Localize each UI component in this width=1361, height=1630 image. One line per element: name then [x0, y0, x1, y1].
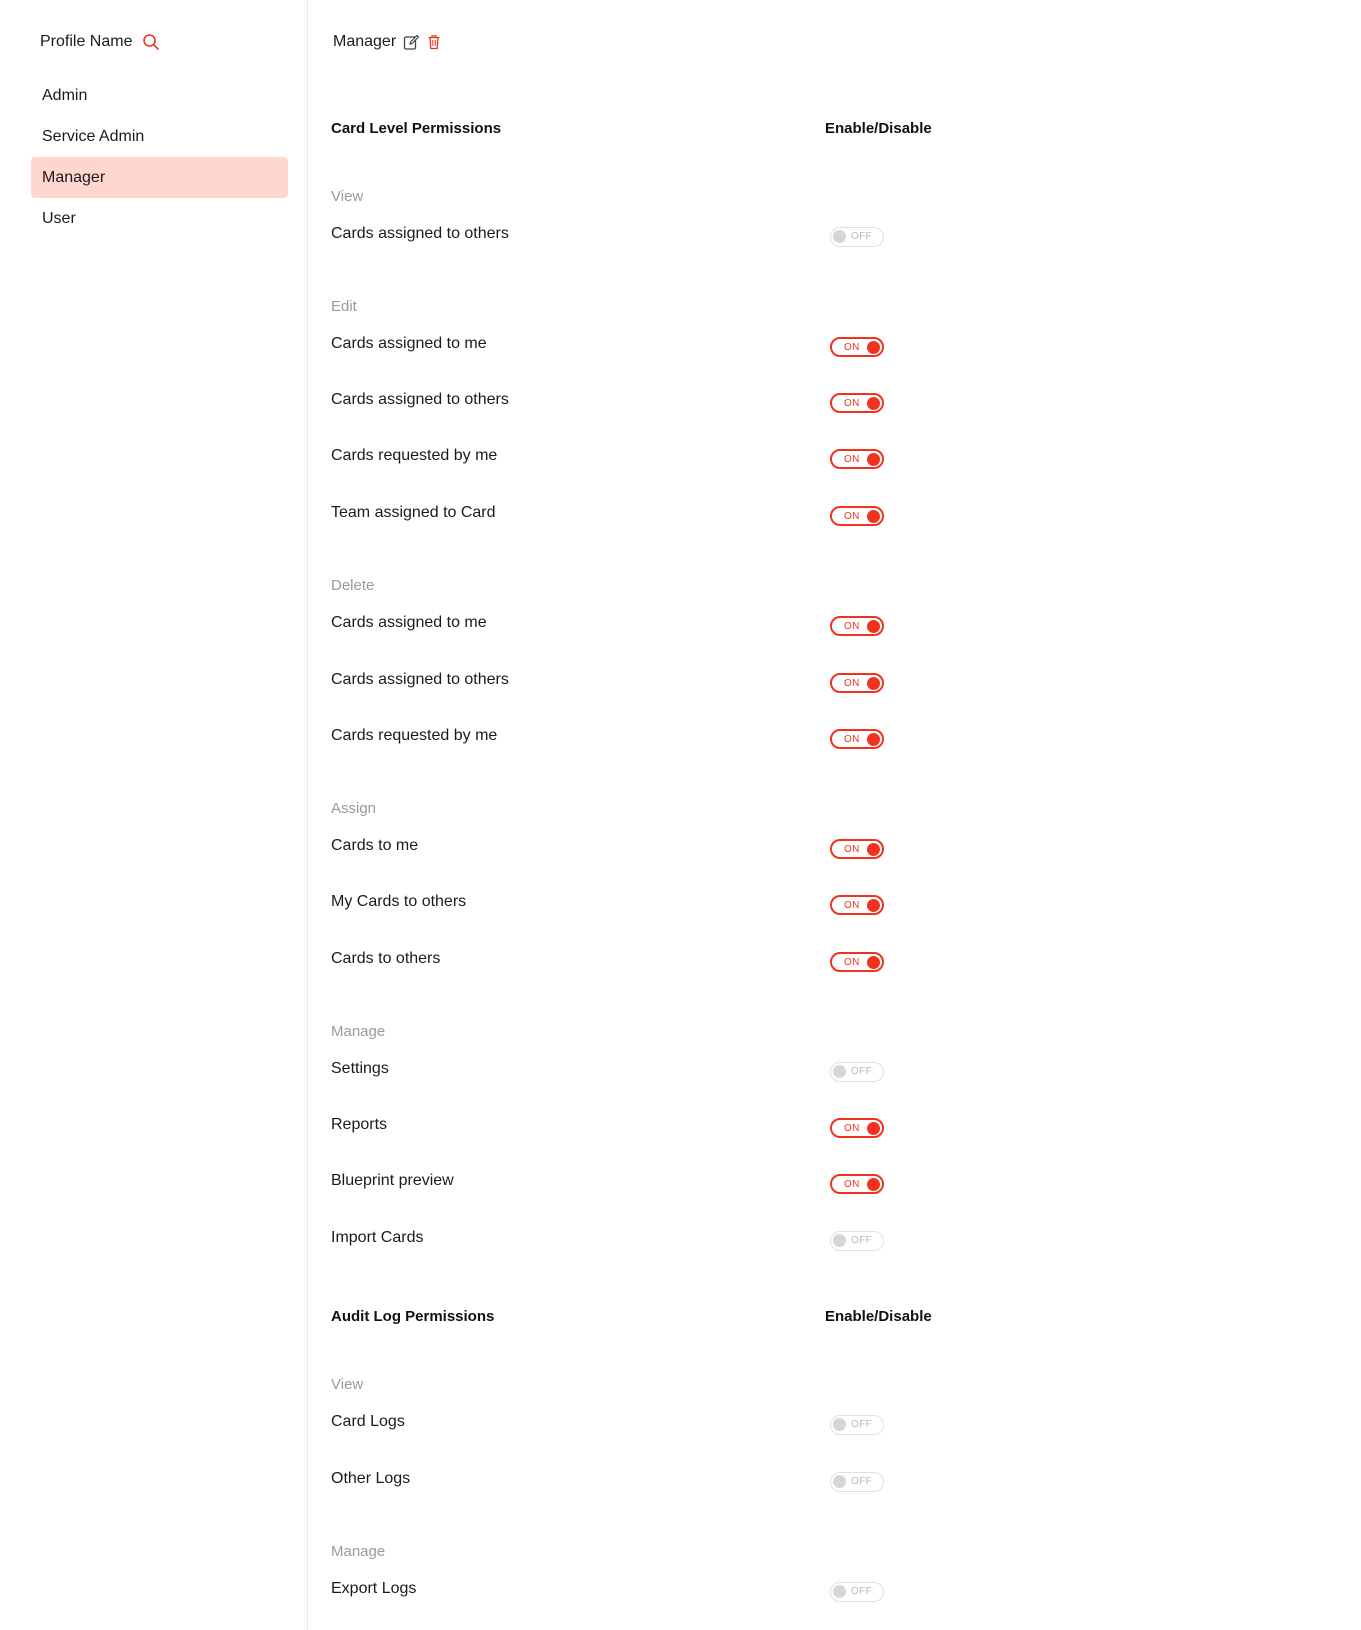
- permission-row: [331, 1058, 951, 1082]
- profile-item-manager[interactable]: Manager: [31, 157, 288, 198]
- toggle-state: ON: [844, 844, 860, 855]
- audit-permissions-header: [331, 1304, 951, 1328]
- profile-item-admin[interactable]: Admin: [42, 87, 88, 104]
- permission-row: [331, 835, 951, 859]
- toggle-knob: [833, 1234, 846, 1247]
- toggle-knob: [833, 1065, 846, 1078]
- edit-icon[interactable]: [403, 34, 420, 51]
- toggle-knob: [833, 1475, 846, 1488]
- toggle-knob: [867, 620, 880, 633]
- column-header: Enable/Disable: [825, 119, 932, 137]
- permission-toggle[interactable]: [830, 393, 884, 413]
- permission-row: [331, 1114, 951, 1138]
- toggle-state: OFF: [851, 1586, 872, 1597]
- permission-row: [331, 1227, 951, 1251]
- group-label-assign: Assign: [331, 800, 377, 817]
- toggle-knob: [867, 341, 880, 354]
- toggle-knob: [867, 453, 880, 466]
- permission-toggle[interactable]: [830, 616, 884, 636]
- toggle-knob: [833, 1585, 846, 1598]
- toggle-knob: [867, 733, 880, 746]
- profile-item-user[interactable]: User: [42, 210, 76, 227]
- section-title: Card Level Permissions: [331, 119, 502, 137]
- permission-label: Cards to others: [331, 950, 441, 967]
- toggle-state: ON: [844, 454, 860, 465]
- trash-icon[interactable]: [427, 34, 441, 50]
- sidebar-header: [40, 30, 160, 54]
- permission-label: Cards requested by me: [331, 447, 498, 464]
- permission-label: Blueprint preview: [331, 1172, 454, 1189]
- toggle-state: ON: [844, 398, 860, 409]
- toggle-knob: [867, 899, 880, 912]
- permission-toggle[interactable]: [830, 1118, 884, 1138]
- permission-row: [331, 612, 951, 636]
- column-header: Enable/Disable: [825, 1307, 932, 1325]
- permission-label: Cards to me: [331, 837, 419, 854]
- permission-label: Cards requested by me: [331, 727, 498, 744]
- profile-list: [31, 75, 288, 239]
- group-label-delete: Delete: [331, 577, 375, 594]
- permission-toggle[interactable]: [830, 1062, 884, 1082]
- toggle-knob: [867, 843, 880, 856]
- permission-toggle[interactable]: [830, 449, 884, 469]
- permission-toggle[interactable]: [830, 1231, 884, 1251]
- toggle-knob: [867, 510, 880, 523]
- permission-label: Card Logs: [331, 1413, 405, 1430]
- permission-label: Cards assigned to others: [331, 671, 509, 688]
- toggle-state: OFF: [851, 1419, 872, 1430]
- toggle-knob: [833, 1418, 846, 1431]
- group-label-manage: Manage: [331, 1543, 386, 1560]
- permission-toggle[interactable]: [830, 1472, 884, 1492]
- permission-label: Cards assigned to others: [331, 225, 509, 242]
- permission-row: [331, 389, 951, 413]
- permission-toggle[interactable]: [830, 729, 884, 749]
- permission-row: [331, 891, 951, 915]
- permission-row: [331, 725, 951, 749]
- toggle-state: ON: [844, 678, 860, 689]
- permission-label: Cards assigned to others: [331, 391, 509, 408]
- group-label-view: View: [331, 1376, 364, 1393]
- permission-toggle[interactable]: [830, 337, 884, 357]
- toggle-state: OFF: [851, 231, 872, 242]
- toggle-knob: [867, 1178, 880, 1191]
- profile-header: [333, 30, 441, 54]
- permission-label: Other Logs: [331, 1470, 411, 1487]
- toggle-state: ON: [844, 734, 860, 745]
- toggle-state: OFF: [851, 1476, 872, 1487]
- permission-label: Team assigned to Card: [331, 504, 496, 521]
- profile-title: Manager: [333, 33, 397, 50]
- search-icon[interactable]: [142, 33, 160, 51]
- permission-row: [331, 223, 951, 247]
- toggle-knob: [867, 1122, 880, 1135]
- toggle-state: OFF: [851, 1066, 872, 1077]
- permission-label: Cards assigned to me: [331, 335, 487, 352]
- permission-row: [331, 1468, 951, 1492]
- profile-item-service-admin[interactable]: Service Admin: [42, 128, 145, 145]
- permission-toggle[interactable]: [830, 1415, 884, 1435]
- group-label-edit: Edit: [331, 298, 357, 315]
- permission-toggle[interactable]: [830, 673, 884, 693]
- toggle-state: ON: [844, 342, 860, 353]
- toggle-state: ON: [844, 511, 860, 522]
- toggle-state: ON: [844, 621, 860, 632]
- profile-sidebar: [0, 0, 308, 1630]
- group-label-manage: Manage: [331, 1023, 386, 1040]
- permission-row: [331, 948, 951, 972]
- permission-toggle[interactable]: [830, 1582, 884, 1602]
- permission-row: [331, 1578, 951, 1602]
- permission-toggle[interactable]: [830, 952, 884, 972]
- toggle-knob: [867, 956, 880, 969]
- permission-label: Cards assigned to me: [331, 614, 487, 631]
- permission-toggle[interactable]: [830, 1174, 884, 1194]
- permission-row: [331, 1170, 951, 1194]
- permission-label: Reports: [331, 1116, 388, 1133]
- permission-label: My Cards to others: [331, 893, 467, 910]
- permission-toggle[interactable]: [830, 895, 884, 915]
- permission-row: [331, 333, 951, 357]
- group-label-view: View: [331, 188, 364, 205]
- toggle-state: ON: [844, 900, 860, 911]
- sidebar-title: Profile Name: [40, 33, 133, 50]
- permission-row: [331, 1411, 951, 1435]
- toggle-state: OFF: [851, 1235, 872, 1246]
- permission-toggle[interactable]: [830, 227, 884, 247]
- permission-label: Settings: [331, 1060, 389, 1077]
- card-permissions-header: [331, 116, 951, 140]
- section-title: Audit Log Permissions: [331, 1307, 495, 1325]
- toggle-knob: [867, 397, 880, 410]
- permission-row: [331, 502, 951, 526]
- toggle-state: ON: [844, 1123, 860, 1134]
- permission-row: [331, 669, 951, 693]
- permission-toggle[interactable]: [830, 506, 884, 526]
- permission-row: [331, 445, 951, 469]
- toggle-knob: [867, 677, 880, 690]
- permission-label: Export Logs: [331, 1580, 417, 1597]
- toggle-knob: [833, 230, 846, 243]
- permission-toggle[interactable]: [830, 839, 884, 859]
- toggle-state: ON: [844, 1179, 860, 1190]
- toggle-state: ON: [844, 957, 860, 968]
- permission-label: Import Cards: [331, 1229, 424, 1246]
